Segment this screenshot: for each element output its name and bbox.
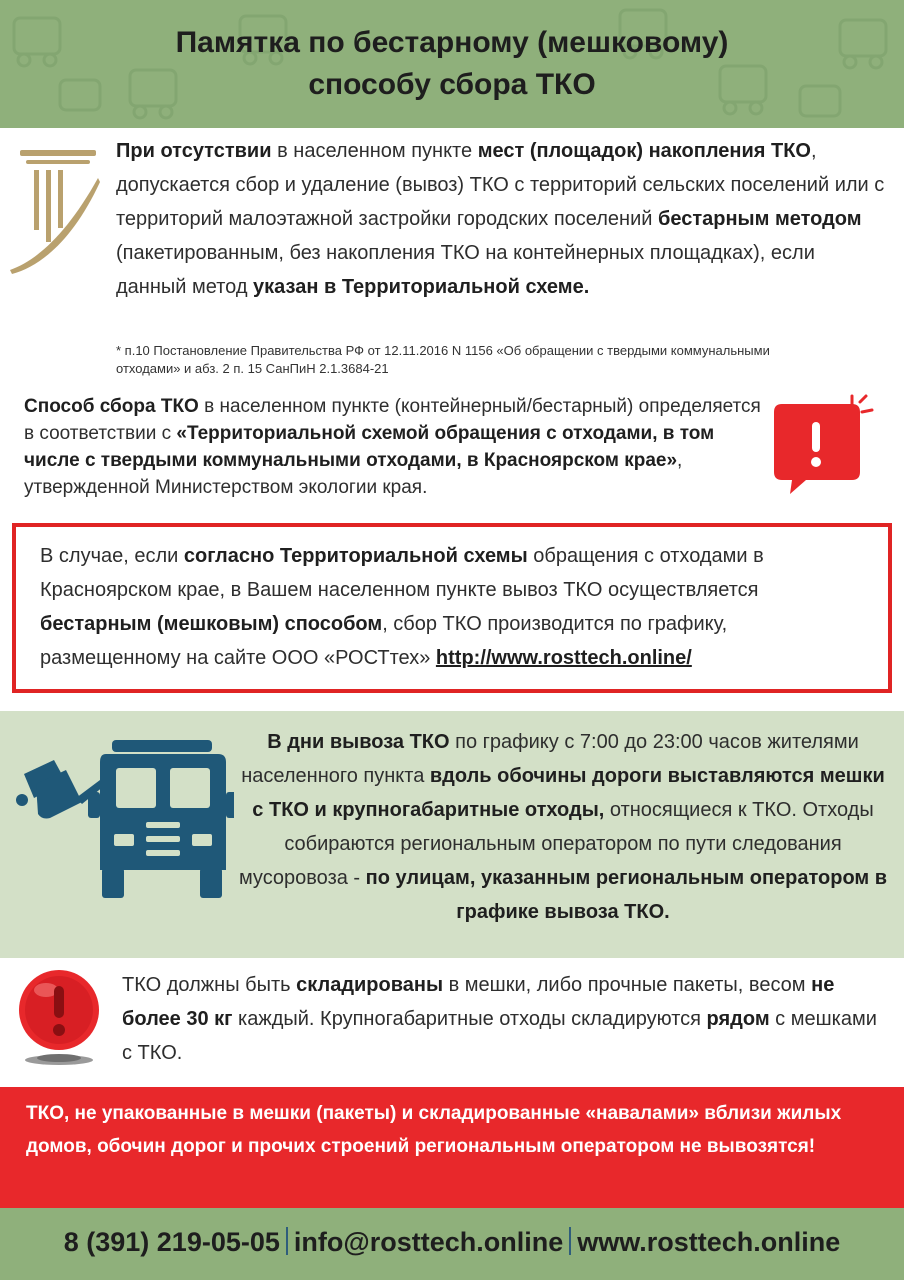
intro-text-1: в населенном пункте <box>271 140 478 162</box>
intro-bold-4: указан в Территориальной схеме. <box>253 276 590 298</box>
intro-text-3: (пакетированным, без накопления ТКО на контейнерных площадках), если данный метод <box>116 242 815 298</box>
notice-bold-1: согласно Территориальной схемы <box>183 545 528 567</box>
warning-text: ТКО, не упакованные в мешки (пакеты) и складированные «навалами» вблизи жилых домов, обочин дорог и прочих строений региональным оператором не вывозятся! <box>26 1103 842 1157</box>
pack-text-1: ТКО должны быть <box>122 974 297 996</box>
divider <box>569 1227 571 1255</box>
intro-paragraph <box>116 134 888 304</box>
schedule-website-link[interactable]: http://www.rosttech.online/ <box>435 647 692 669</box>
collection-method-paragraph <box>24 393 764 501</box>
phone-number[interactable]: 8 (391) 219-05-05 <box>63 1227 280 1257</box>
notice-bold-2: бестарным (мешковым) способом <box>40 613 383 635</box>
email-link[interactable]: info@rosttech.online <box>293 1227 564 1257</box>
schedule-notice-box <box>12 523 892 693</box>
title-line-1: Памятка по бестарному (мешковому) <box>175 26 729 59</box>
pack-text-3: каждый. Крупногабаритные отходы складируются <box>232 1008 707 1030</box>
pack-text-4: с мешками с ТКО. <box>122 1008 877 1064</box>
column-logo-icon <box>8 148 100 274</box>
method-text-1: в населенном пункте (контейнерный/бестарный) определяется в соответствии с <box>24 396 761 444</box>
notice-text-3: , сбор ТКО производится по графику, размещенному на сайте ООО «РОСТтех» <box>40 613 728 669</box>
packaging-rules-paragraph <box>122 968 882 1070</box>
days-bold-2: вдоль обочины дороги выставляются мешки с ТКО и крупногабаритные отходы, <box>252 765 885 821</box>
intro-bold-3: бестарным методом <box>657 208 862 230</box>
pack-text-2: в мешки, либо прочные пакеты, весом <box>443 974 812 996</box>
notice-text-1: В случае, если <box>40 545 184 567</box>
pack-bold-1: складированы <box>296 974 444 996</box>
header-banner <box>0 0 904 128</box>
divider <box>286 1227 288 1255</box>
title-line-2: способу сбора ТКО <box>308 68 596 101</box>
intro-text-2: , допускается сбор и удаление (вывоз) ТКО с территорий сельских поселений или с территорий малоэтажной застройки городских поселений <box>116 140 885 230</box>
intro-bold-2: мест (площадок) накопления ТКО <box>477 140 811 162</box>
website-link[interactable]: www.rosttech.online <box>577 1227 841 1257</box>
contacts-footer <box>0 1208 904 1280</box>
schedule-notice-text <box>40 539 870 675</box>
exclamation-ball-icon <box>16 968 102 1068</box>
pack-bold-3: рядом <box>706 1008 770 1030</box>
days-bold-3: по улицам, указанным региональным оператором в графике вывоза ТКО. <box>365 867 888 923</box>
method-bold-1: Способ сбора ТКО <box>24 396 199 417</box>
days-text-1: по графику с 7:00 до 23:00 часов жителями населенного пункта <box>241 731 859 787</box>
days-bold-1: В дни вывоза ТКО <box>267 731 450 753</box>
warning-banner <box>0 1087 904 1208</box>
page-title <box>0 22 904 106</box>
garbage-truck-icon <box>14 740 234 898</box>
pack-bold-2: не более 30 кг <box>122 974 835 1030</box>
intro-bold-1: При отсутствии <box>116 140 272 162</box>
collection-days-text <box>236 725 890 929</box>
method-bold-2: «Территориальной схемой обращения с отходами, в том числе с твердыми коммунальными отходами, в Красноярском крае» <box>24 423 715 471</box>
notice-text-2: обращения с отходами в Красноярском крае, в Вашем населенном пункте вывоз ТКО осуществляется <box>40 545 764 601</box>
method-text-2: , утвержденной Министерством экологии края. <box>24 450 683 498</box>
contacts-row <box>0 1222 904 1262</box>
legal-footnote: * п.10 Постановление Правительства РФ от 12.11.2016 N 1156 «Об обращении с твердыми коммунальными отходами» и абз. 2 п. 15 СанПиН 2.1.3684-21 <box>116 343 770 376</box>
exclamation-bubble-icon <box>766 392 876 496</box>
days-text-2: относящиеся к ТКО. Отходы собираются региональным оператором по пути следования мусоровоза - <box>238 799 874 889</box>
